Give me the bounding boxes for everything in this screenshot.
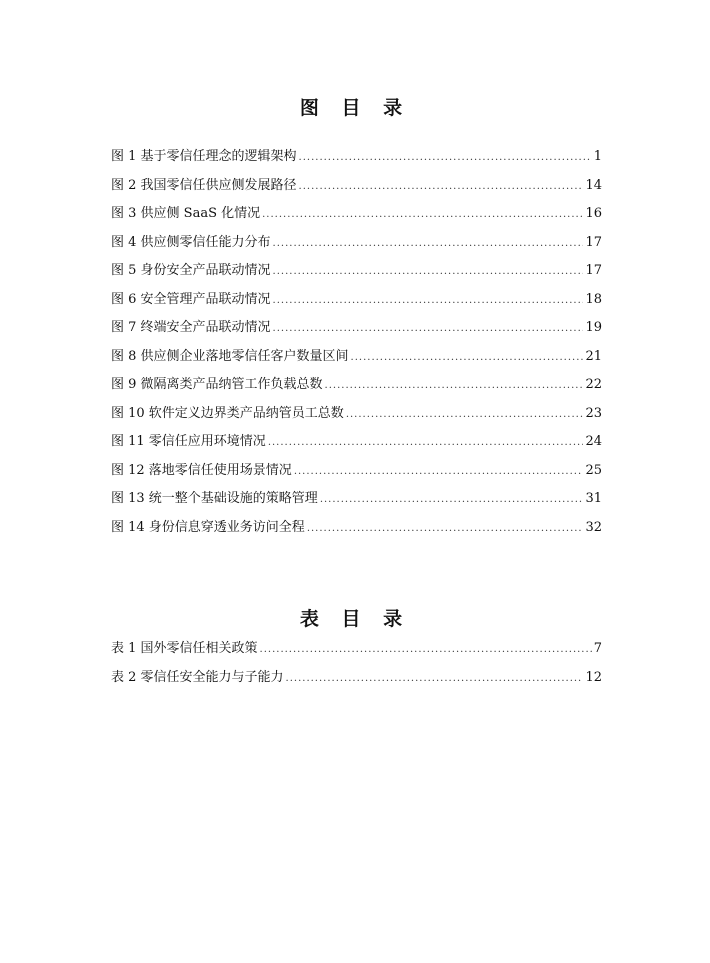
figure-entry-label: 图 10 软件定义边界类产品纳管员工总数: [111, 405, 344, 421]
figure-entry-page: 32: [585, 519, 602, 535]
dot-leader: [307, 515, 584, 544]
dot-leader: [299, 144, 592, 173]
table-entry-label: 表 1 国外零信任相关政策: [111, 641, 258, 656]
figure-entry-page: 31: [585, 491, 602, 506]
dot-leader: [286, 664, 584, 693]
tables-toc-list: [111, 634, 602, 692]
figure-toc-entry[interactable]: [111, 514, 602, 543]
dot-leader: [273, 230, 584, 259]
figure-toc-entry[interactable]: [111, 343, 602, 372]
figure-toc-entry[interactable]: [111, 400, 602, 429]
figure-toc-entry[interactable]: [111, 314, 602, 343]
figure-entry-label: 图 5 身份安全产品联动情况: [111, 263, 271, 278]
figure-entry-page: 14: [585, 177, 602, 193]
figure-toc-entry[interactable]: [111, 428, 602, 457]
figure-entry-page: 24: [585, 434, 602, 449]
figure-toc-entry[interactable]: [111, 257, 602, 286]
figure-entry-label: 图 1 基于零信任理念的逻辑架构: [111, 149, 297, 164]
dot-leader: [273, 258, 584, 287]
table-toc-entry[interactable]: [111, 634, 602, 663]
figure-entry-label: 图 3 供应侧 SaaS 化情况: [111, 206, 261, 221]
figure-entry-label: 图 7 终端安全产品联动情况: [111, 320, 271, 335]
figure-toc-entry[interactable]: [111, 200, 602, 229]
figure-entry-page: 25: [585, 462, 602, 478]
dot-leader: [346, 401, 584, 430]
figures-toc-title: 图 目 录: [299, 97, 411, 119]
dot-leader: [268, 429, 584, 458]
table-toc-entry[interactable]: [111, 663, 602, 692]
figures-toc-list: [111, 143, 602, 542]
figure-entry-page: 17: [585, 234, 602, 250]
figure-entry-label: 图 8 供应侧企业落地零信任客户数量区间: [111, 348, 349, 364]
figure-entry-page: 1: [593, 149, 602, 164]
dot-leader: [320, 486, 584, 515]
dot-leader: [325, 372, 584, 401]
figure-toc-entry[interactable]: [111, 143, 602, 172]
dot-leader: [273, 287, 584, 316]
dot-leader: [299, 173, 584, 202]
table-entry-page: 7: [593, 641, 602, 656]
dot-leader: [260, 635, 592, 664]
figure-toc-entry[interactable]: [111, 371, 602, 400]
figure-entry-label: 图 13 统一整个基础设施的策略管理: [111, 491, 318, 506]
figure-toc-entry[interactable]: [111, 286, 602, 315]
figure-toc-entry[interactable]: [111, 229, 602, 258]
figure-entry-page: 22: [585, 377, 602, 392]
figure-entry-page: 16: [585, 206, 602, 221]
tables-toc-title: 表 目 录: [299, 608, 411, 630]
figure-entry-page: 18: [585, 291, 602, 307]
figure-entry-label: 图 12 落地零信任使用场景情况: [111, 462, 292, 478]
dot-leader: [262, 201, 583, 230]
figure-toc-entry[interactable]: [111, 485, 602, 514]
figure-toc-entry[interactable]: [111, 457, 602, 486]
table-entry-label: 表 2 零信任安全能力与子能力: [111, 670, 284, 685]
figure-toc-entry[interactable]: [111, 172, 602, 201]
figure-entry-label: 图 11 零信任应用环境情况: [111, 434, 266, 449]
dot-leader: [294, 458, 584, 487]
table-entry-page: 12: [585, 670, 602, 685]
figure-entry-label: 图 6 安全管理产品联动情况: [111, 291, 271, 307]
figure-entry-page: 19: [585, 320, 602, 335]
figure-entry-label: 图 9 微隔离类产品纳管工作负载总数: [111, 377, 323, 392]
figure-entry-page: 21: [585, 348, 602, 364]
dot-leader: [273, 315, 584, 344]
figure-entry-label: 图 4 供应侧零信任能力分布: [111, 234, 271, 250]
dot-leader: [351, 344, 584, 373]
figure-entry-label: 图 14 身份信息穿透业务访问全程: [111, 519, 305, 535]
figure-entry-page: 17: [585, 263, 602, 278]
figure-entry-page: 23: [585, 405, 602, 421]
figure-entry-label: 图 2 我国零信任供应侧发展路径: [111, 177, 297, 193]
